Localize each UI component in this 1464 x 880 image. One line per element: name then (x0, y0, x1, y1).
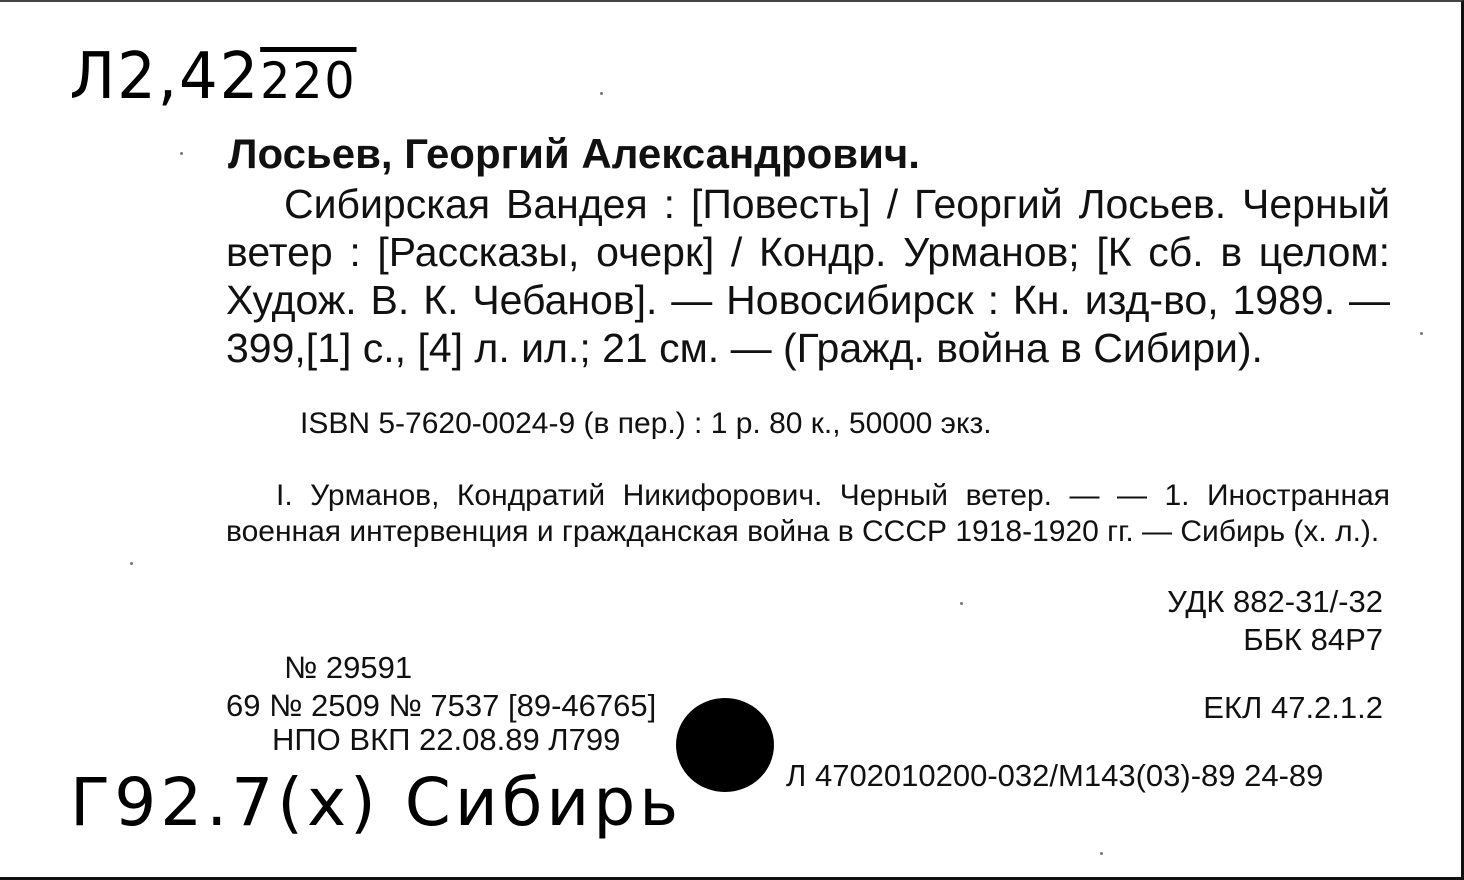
author-heading: Лосьев, Георгий Александрович. (228, 130, 920, 177)
handwritten-shelf-mark (70, 40, 357, 114)
punch-hole (676, 698, 774, 792)
ekl-code: ЕКЛ 47.2.1.2 (1203, 690, 1383, 725)
card-number: № 29591 (284, 650, 413, 685)
scan-speck (1100, 852, 1103, 855)
bibliographic-description: Сибирская Вандея : [Повесть] / Георгий Лосьев. Черный ветер : [Рассказы, очерк] / Кондр. Урманов; [К сб. в целом: Худож. В. К. Чебанов]. — Новосибирск : Кн. изд-во, 1989. — 399,[1] с., [4] л. ил.; 21 см. — (Гражд. война в Сибири). (226, 181, 1390, 371)
shelf-mark-main: Л2,42 (69, 40, 261, 114)
bbk-code: ББК 84Р7 (1243, 622, 1383, 657)
publisher-line: НПО ВКП 22.08.89 Л799 (272, 722, 621, 757)
udk-code: УДК 882-31/-32 (1167, 584, 1383, 619)
print-order-line: 69 № 2509 № 7537 [89-46765] (226, 688, 657, 723)
tracing-entries: I. Урманов, Кондратий Никифорович. Черный ветер. — — 1. Иностранная военная интервенция и гражданская война в СССР 1918-1920 гг. — Сибирь (х. л.). (226, 479, 1390, 548)
scan-speck (130, 562, 133, 565)
handwritten-subject-mark: Г92.7(х) Сибирь (70, 764, 683, 841)
scan-speck (180, 152, 183, 155)
scan-speck (600, 92, 603, 95)
isbn-line: ISBN 5-7620-0024-9 (в пер.) : 1 р. 80 к., 50000 экз. (300, 407, 992, 440)
scan-speck (1420, 332, 1423, 335)
l-code: Л 4702010200-032/М143(03)-89 24-89 (786, 758, 1324, 793)
scan-speck (960, 602, 963, 605)
shelf-mark-denominator: 220 (260, 52, 357, 110)
